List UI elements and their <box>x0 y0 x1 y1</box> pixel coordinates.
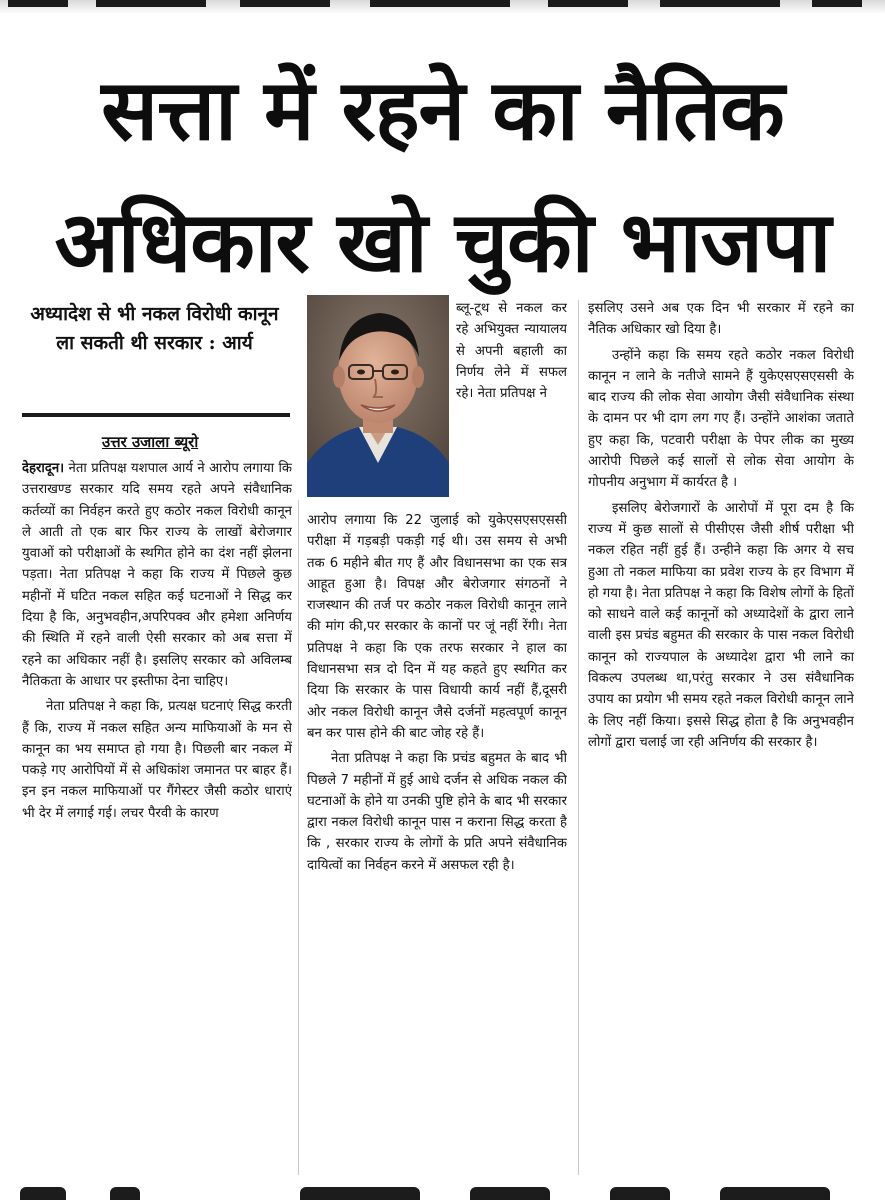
subheadline-rule <box>22 413 290 417</box>
portrait-photo <box>307 295 449 497</box>
column-2-paragraph-2: नेता प्रतिपक्ष ने कहा कि प्रचंड बहुमत के बाद भी पिछले 7 महीनों में हुई आधे दर्जन से अधिक नकल की घटनाओं के होने या उनकी पुष्टि होने के बाद भी सरकार द्वारा नकल विरोधी कानून पास न कराना सिद्ध करता है कि , सरकार राज्य के लोगों के प्रति अपने संवैधानिक दायित्वों का निर्वहन करने में असफल रही है। <box>307 751 567 873</box>
previous-article-cut-edge <box>0 0 885 7</box>
headline <box>10 44 875 308</box>
subheadline: अध्यादेश से भी नकल विरोधी कानून ला सकती थी सरकार : आर्य <box>30 303 279 354</box>
headline-line-2: अधिकार खो चुकी भाजपा <box>54 193 831 291</box>
portrait-photo-graphic <box>307 295 449 497</box>
column-3-paragraph-1: इसलिए उसने अब एक दिन भी सरकार में रहने का नैतिक अधिकार खो दिया है। <box>588 301 854 338</box>
column-3-paragraph-3: इसलिए बेरोजगारों के आरोपों में पूरा दम है कि राज्य में कुछ सालों से पीसीएस जैसी शीर्ष परीक्षा भी नकल रहित नहीं हुई हैं। उन्हीने कहा कि अगर ये सच हुआ तो नकल माफिया का प्रवेश राज्य के हर विभाग में हो गया है। नेता प्रतिपक्ष ने कहा कि विशेष लोगों के हितों को साधने वाले कई कानूनों को अध्यादेशों के द्वारा लाने वाली इस प्रचंड बहुमत की सरकार के पास नकल विरोधी कानून को राज्यपाल के अध्यादेश द्वारा भी लाने का विकल्प उपलब्ध था,परंतु सरकार ने उस संवैधानिक उपाय का प्रयोग भी समय रहते नकल विरोधी कानून लाने के लिए नहीं किया। इससे सिद्ध होता है कि अनुभवहीन लोगों द्वारा चलाई जा रही अनिर्णय की सरकार है। <box>588 500 854 750</box>
column-1-paragraph-1-text: नेता प्रतिपक्ष यशपाल आर्य ने आरोप लगाया कि उत्तराखण्ड सरकार यदि समय रहते अपने संवैधानिक कर्तव्यों का निर्वहन करते हुए कठोर नकल विरोधी कानून ले आती तो एक बार फिर राज्य के लाखों बेरोजगार युवाओं को परीक्षाओं के स्थगित होने का दंश नहीं झेलना पड़ता। नेता प्रतिपक्ष ने कहा कि राज्य में पिछले कुछ महीनों में घटित नकल सहित कई घटनाओं ने सिद्ध कर दिया है कि, अनुभवहीन,अपरिपक्व और हमेशा अनिर्णय की स्थिति में रहने वाली ऐसी सरकार को अब सत्ता में रहने का अधिकार नहीं है। इसलिए सरकार को अविलम्ब नैतिकता के आधार पर इस्तीफा देना चाहिए। <box>22 461 292 689</box>
article-column-2 <box>307 510 567 1178</box>
article-column-2-top: ब्लू-टूथ से नकल कर रहे अभियुक्त न्यायालय से अपनी बहाली का निर्णय लेने में सफल रहे। नेता प्रतिपक्ष ने <box>456 301 567 402</box>
headline-line-1: सत्ता में रहने का नैतिक <box>101 61 784 159</box>
column-2-paragraph-1: आरोप लगाया कि 22 जुलाई को युकेएसएसएससी परीक्षा में गड़बड़ी पकड़ी गई थी। उस समय से अभी तक 6 महीने बीत गए हैं और विधानसभा का एक सत्र आहूत हुआ है। विपक्ष और बेरोजगार संगठनों ने राजस्थान की तर्ज पर कठोर नकल विरोधी कानून लाने की मांग की,पर सरकार के कानों पर जूं नहीं रेंगी। नेता प्रतिपक्ष ने कहा कि एक तरफ सरकार ने हाल का विधानसभा सत्र दो दिन में यह कहते हुए स्थगित कर दिया कि सरकार के पास विधायी कार्य नहीं हैं,दूसरी ओर नकल विरोधी कानून जैसे दर्जनों महत्वपूर्ण कानून बन कर पास होने की बाट जोह रहे हैं। <box>307 513 567 741</box>
article-column-3 <box>588 298 854 1178</box>
column-3-paragraph-2: उन्होंने कहा कि समय रहते कठोर नकल विरोधी कानून न लाने के नतीजे सामने हैं युकेएसएसएससी के बाद राज्य की लोक सेवा आयोग जैसी संवैधानिक संस्था के दामन पर भी दाग लग गए हैं। उन्होंने आशंका जताते हुए कहा कि, पटवारी परीक्षा के पेपर लीक का मुख्य आरोपी पिछले कई सालों से लोक सेवा आयोग के गोपनीय अनुभाग में कार्यरत है । <box>588 347 854 491</box>
column-divider-1 <box>298 500 299 1175</box>
next-article-cut-edge <box>0 1183 885 1200</box>
article-column-1 <box>22 458 292 1178</box>
byline: उत्तर उजाला ब्यूरो <box>102 433 199 451</box>
column-divider-2 <box>578 300 579 1175</box>
column-1-paragraph-2: नेता प्रतिपक्ष ने कहा कि, प्रत्यक्ष घटनाएं सिद्ध करती हैं कि, राज्य में नकल सहित अन्य माफियाओं के मन से कानून का भय समाप्त हो गया है। पिछली बार नकल में पकड़े गए आरोपियों में से अधिकांश जमानत पर बाहर हैं। इन इन नकल माफियाओं पर गैंगेस्टर जैसी कठोर धाराएं भी देर में लगाई गई। लचर पैरवी के कारण <box>22 699 292 821</box>
column-1-paragraph-1 <box>22 458 292 692</box>
dateline: देहरादून। <box>22 461 65 476</box>
